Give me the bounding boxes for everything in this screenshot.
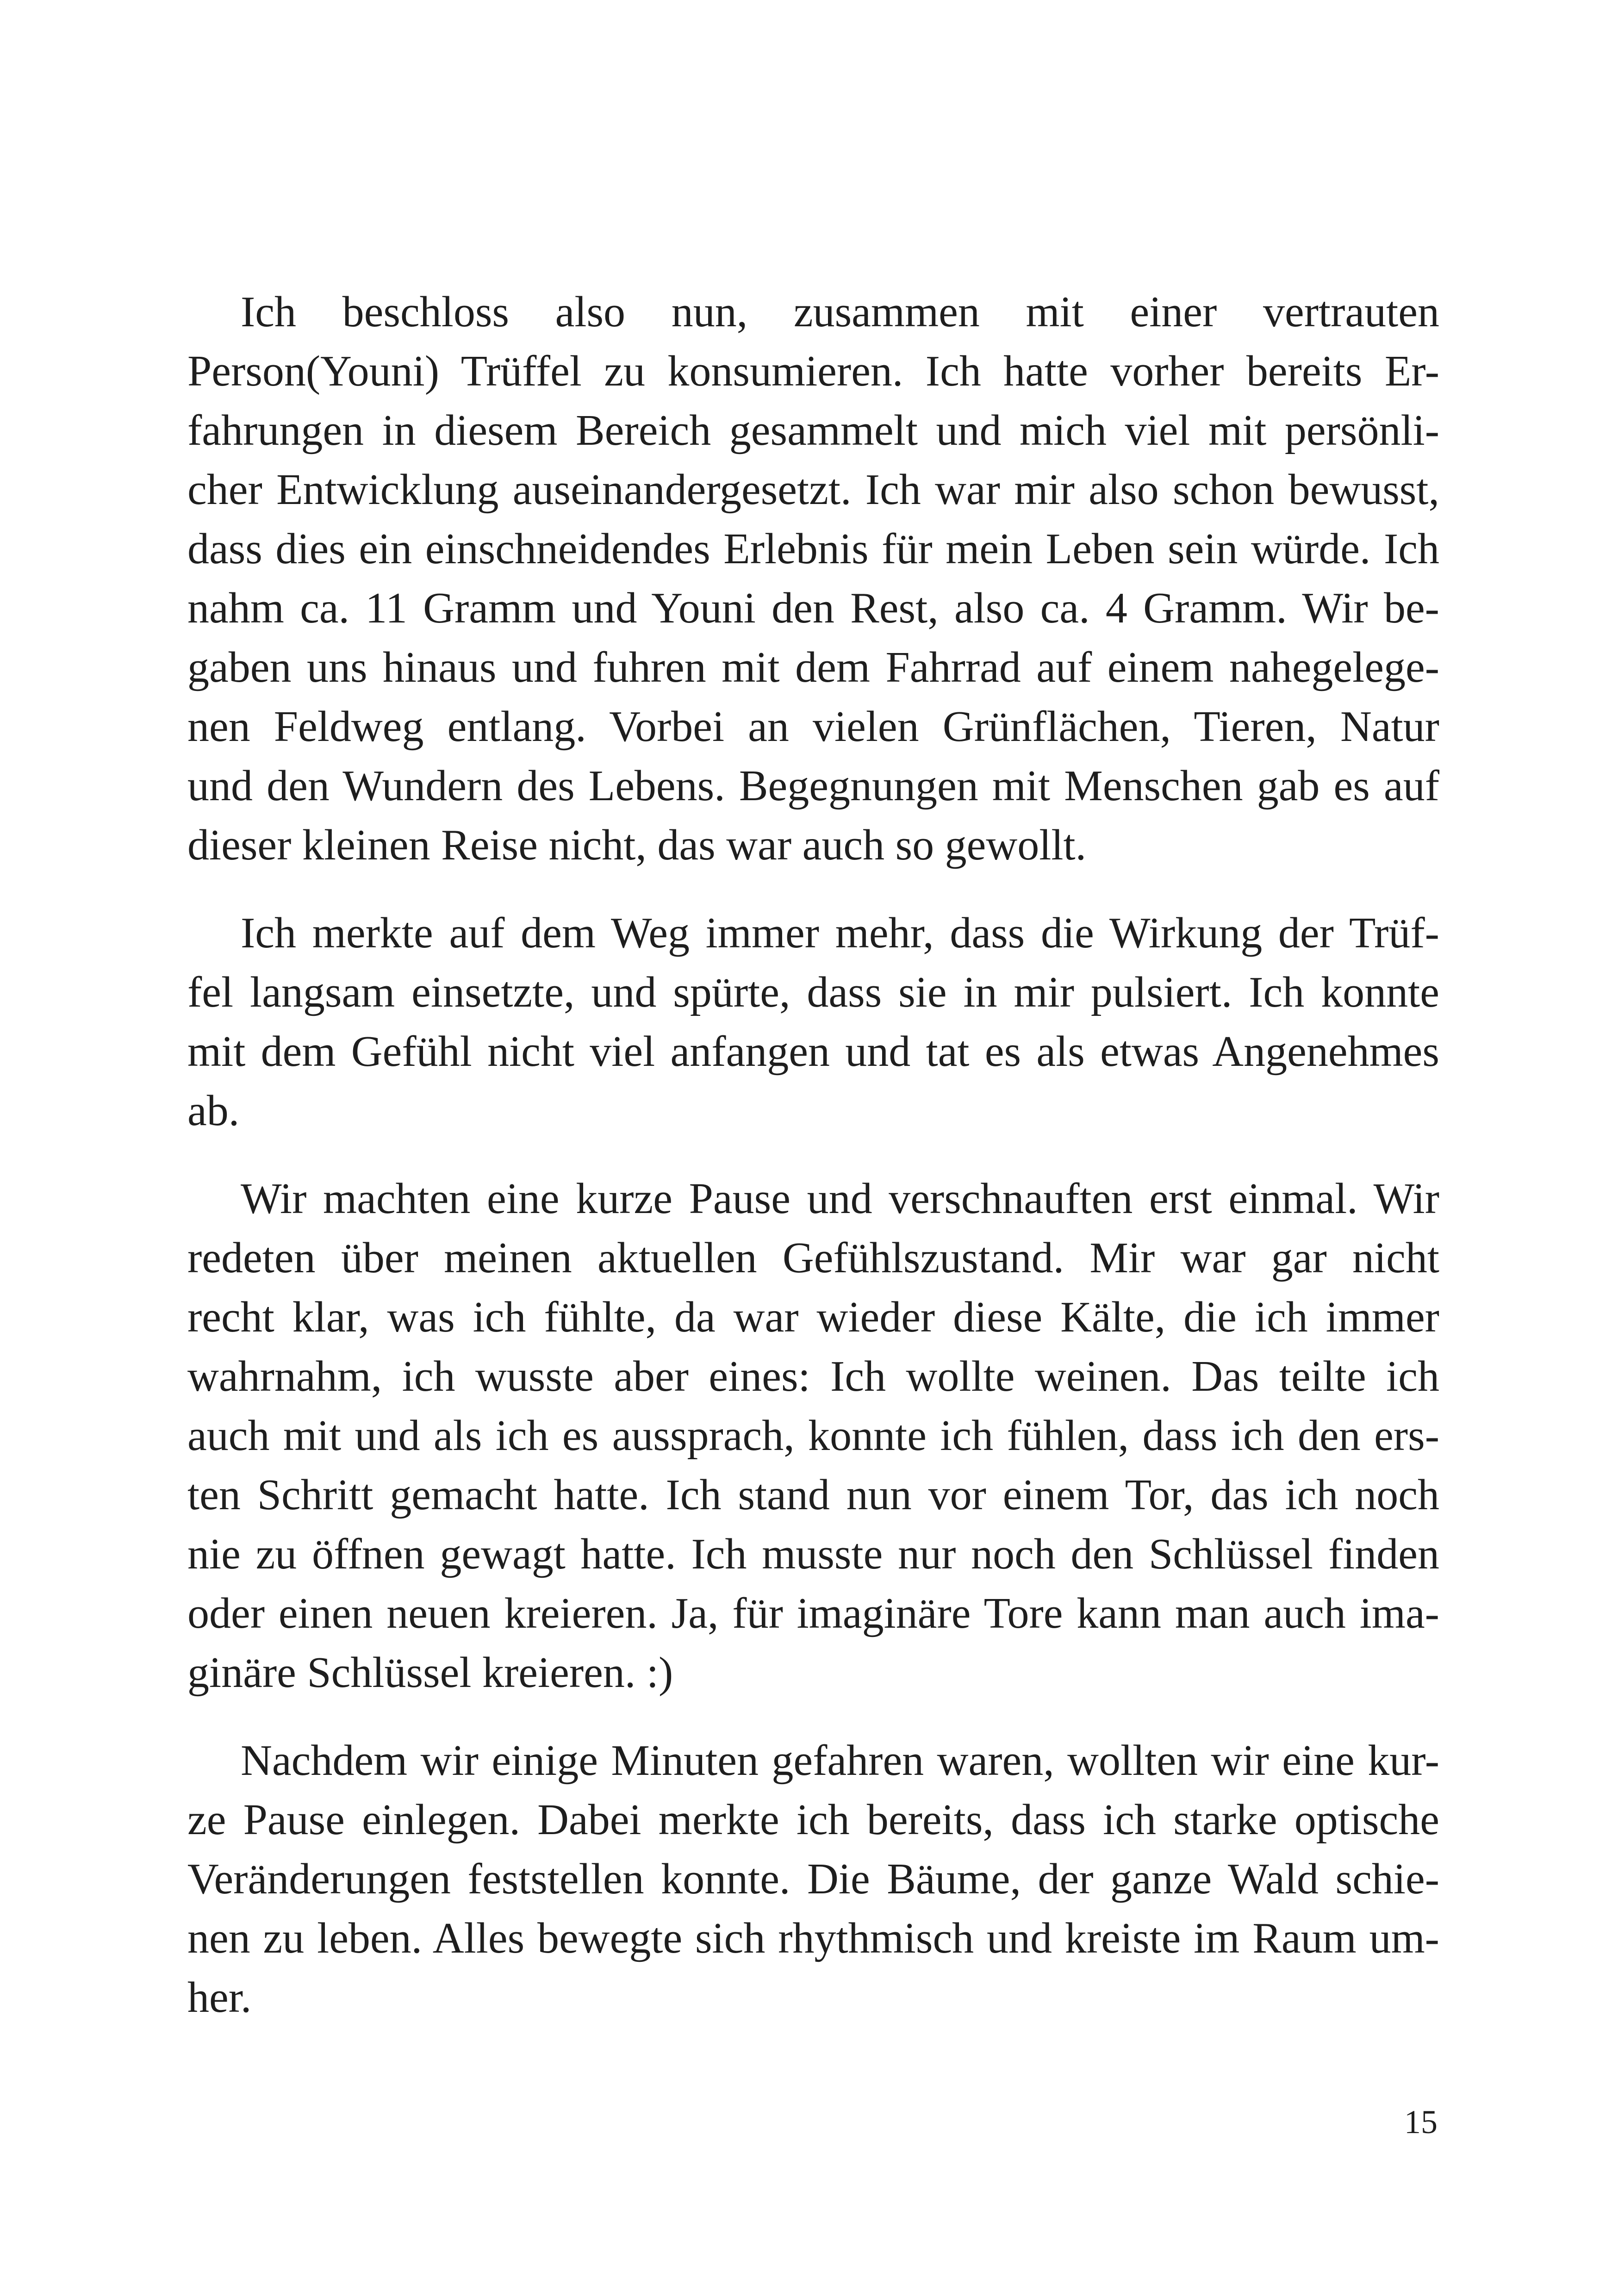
text-line: nen Feldweg entlang. Vorbei an vielen Grünflächen, Tieren, Natur: [187, 703, 1439, 751]
paragraph: [187, 282, 1439, 875]
text-line: cher Entwicklung auseinandergesetzt. Ich war mir also schon bewusst,: [187, 466, 1439, 514]
text-line: Nachdem wir einige Minuten gefahren waren, wollten wir eine kur-: [241, 1736, 1439, 1785]
paragraph: [187, 903, 1439, 1140]
text-line: redeten über meinen aktuellen Gefühlszustand. Mir war gar nicht: [187, 1234, 1439, 1282]
text-line: fel langsam einsetzte, und spürte, dass sie in mir pulsiert. Ich konnte: [187, 968, 1439, 1016]
body-text: [187, 282, 1439, 2056]
text-line: her.: [187, 1973, 252, 2022]
page-number: 15: [1404, 2103, 1438, 2140]
text-line: ginäre Schlüssel kreieren. :): [187, 1649, 673, 1697]
text-line: dass dies ein einschneidendes Erlebnis für mein Leben sein würde. Ich: [187, 525, 1439, 573]
text-line: gaben uns hinaus und fuhren mit dem Fahrrad auf einem nahegelege-: [187, 643, 1439, 691]
text-line: nie zu öffnen gewagt hatte. Ich musste nur noch den Schlüssel finden: [187, 1530, 1439, 1578]
text-line: ab.: [187, 1087, 240, 1135]
paragraph: [187, 1731, 1439, 2027]
text-line: Ich beschloss also nun, zusammen mit einer vertrauten: [241, 288, 1439, 336]
text-line: Person(Youni) Trüffel zu konsumieren. Ich hatte vorher bereits Er-: [187, 347, 1439, 395]
text-line: oder einen neuen kreieren. Ja, für imaginäre Tore kann man auch ima-: [187, 1589, 1439, 1637]
text-line: Wir machten eine kurze Pause und verschnauften erst einmal. Wir: [241, 1175, 1439, 1223]
text-line: ten Schritt gemacht hatte. Ich stand nun vor einem Tor, das ich noch: [187, 1471, 1439, 1519]
text-line: mit dem Gefühl nicht viel anfangen und tat es als etwas Angenehmes: [187, 1027, 1439, 1076]
text-line: nahm ca. 11 Gramm und Youni den Rest, also ca. 4 Gramm. Wir be-: [187, 584, 1439, 632]
text-line: ze Pause einlegen. Dabei merkte ich bereits, dass ich starke optische: [187, 1796, 1439, 1844]
text-line: Veränderungen feststellen konnte. Die Bäume, der ganze Wald schie-: [187, 1855, 1439, 1903]
text-line: fahrungen in diesem Bereich gesammelt und mich viel mit persönli-: [187, 406, 1439, 454]
text-line: wahrnahm, ich wusste aber eines: Ich wollte weinen. Das teilte ich: [187, 1352, 1439, 1400]
text-line: und den Wundern des Lebens. Begegnungen mit Menschen gab es auf: [187, 762, 1439, 810]
text-line: auch mit und als ich es aussprach, konnte ich fühlen, dass ich den ers-: [187, 1412, 1439, 1460]
text-line: recht klar, was ich fühlte, da war wieder diese Kälte, die ich immer: [187, 1293, 1439, 1341]
text-line: dieser kleinen Reise nicht, das war auch so gewollt.: [187, 821, 1087, 869]
text-line: Ich merkte auf dem Weg immer mehr, dass die Wirkung der Trüf-: [241, 909, 1439, 957]
paragraph: [187, 1169, 1439, 1702]
text-line: nen zu leben. Alles bewegte sich rhythmisch und kreiste im Raum um-: [187, 1914, 1439, 1962]
